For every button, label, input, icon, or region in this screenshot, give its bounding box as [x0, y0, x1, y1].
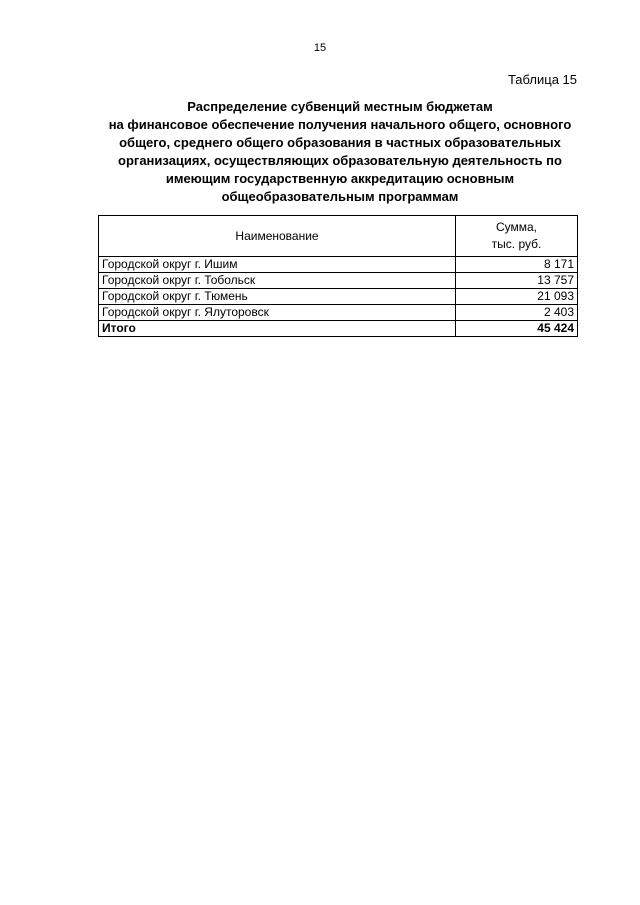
- header-sum-line1: Сумма,: [495, 220, 538, 234]
- row-sum: 21 093: [456, 289, 578, 305]
- subvention-table: [98, 215, 578, 337]
- title-line: организациях, осуществляющих образовательную деятельность по: [118, 153, 562, 168]
- table-label: Таблица 15: [507, 72, 577, 87]
- header-name: Наименование: [99, 216, 456, 257]
- row-sum: 13 757: [456, 273, 578, 289]
- row-name: Городской округ г. Ялуторовск: [99, 305, 456, 321]
- table-row: [99, 273, 578, 289]
- header-sum: [456, 216, 578, 257]
- title-line: общего, среднего общего образования в частных образовательных: [119, 135, 561, 150]
- title-line: на финансовое обеспечение получения начального общего, основного: [108, 117, 572, 132]
- title-line: Распределение субвенций местным бюджетам: [187, 99, 493, 114]
- row-name: Городской округ г. Тюмень: [99, 289, 456, 305]
- table-row: [99, 289, 578, 305]
- title-line: имеющим государственную аккредитацию основным: [165, 171, 515, 186]
- row-sum: 8 171: [456, 257, 578, 273]
- row-name: Городской округ г. Тобольск: [99, 273, 456, 289]
- document-title: [100, 98, 580, 206]
- table-row: [99, 305, 578, 321]
- table-row: [99, 257, 578, 273]
- total-sum: 45 424: [456, 321, 578, 337]
- title-line: общеобразовательным программам: [221, 189, 459, 204]
- table-header-row: [99, 216, 578, 257]
- page-number: 15: [313, 42, 327, 54]
- header-sum-line2: тыс. руб.: [491, 237, 542, 251]
- total-label: Итого: [99, 321, 456, 337]
- table-total-row: [99, 321, 578, 337]
- row-sum: 2 403: [456, 305, 578, 321]
- row-name: Городской округ г. Ишим: [99, 257, 456, 273]
